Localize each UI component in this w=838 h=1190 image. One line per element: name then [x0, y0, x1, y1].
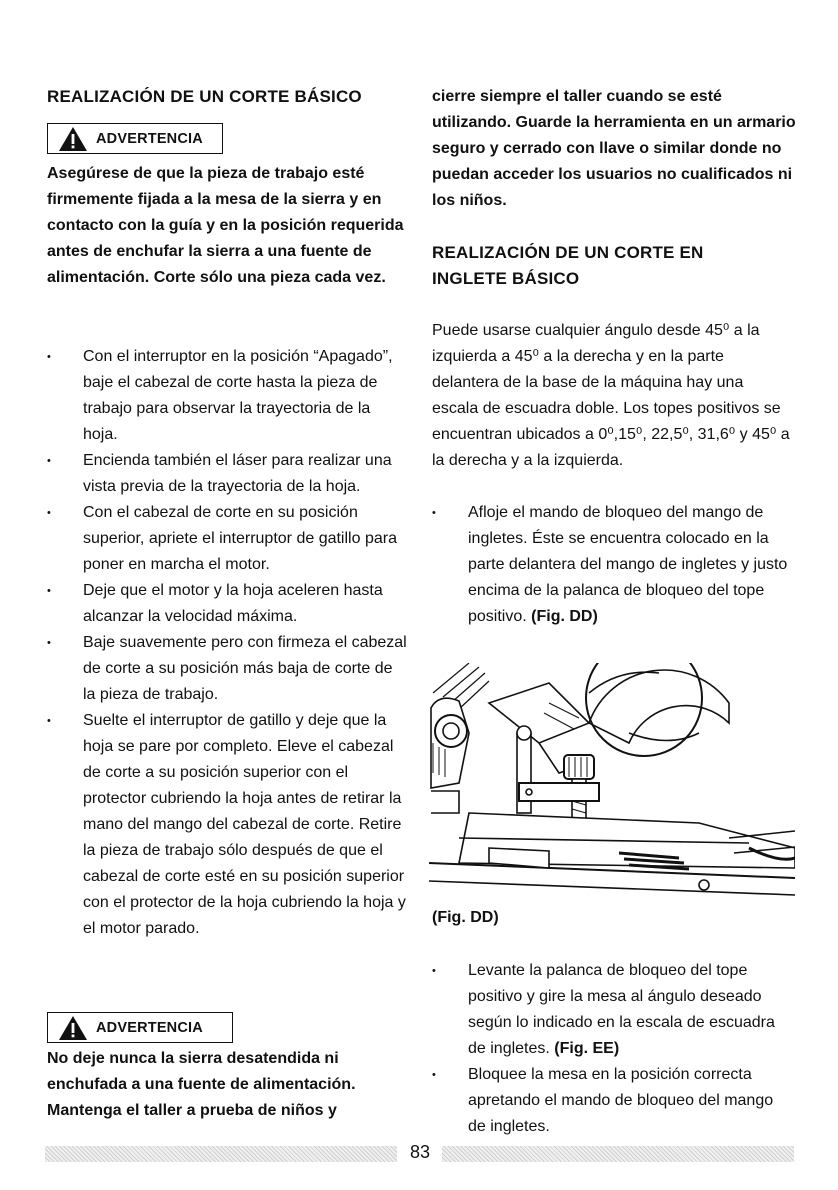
warning-label: ADVERTENCIA: [96, 130, 203, 147]
warning-text-2-continued: cierre siempre el taller cuando se esté utilizando. Guarde la herramienta en un armario seguro y cerrado con llave o similar donde no puedan acceder los usuarios no cualificados ni los niños.: [432, 88, 796, 209]
warning-box-2: [47, 1012, 233, 1043]
warning-triangle-icon: [58, 1015, 88, 1041]
miter-steps-2: [432, 958, 794, 1140]
basic-cut-steps: [47, 344, 409, 942]
footer-decor-right: [442, 1146, 794, 1162]
warning-triangle-icon: [58, 126, 88, 152]
section-heading-miter-cut: [432, 240, 704, 292]
section-heading-basic-cut: REALIZACIÓN DE UN CORTE BÁSICO: [47, 87, 362, 106]
miter-intro-paragraph: Puede usarse cualquier ángulo desde 45⁰ a la izquierda a 45⁰ a la derecha y en la parte delantera de la base de la máquina hay una escala de escuadra doble. Los topes positivos se encuentran ubicados a 0⁰,15⁰, 22,5⁰, 31,6⁰ y 45⁰ a la derecha y a la izquierda.: [432, 322, 790, 469]
warning-label: ADVERTENCIA: [96, 1019, 203, 1036]
list-item: • Baje suavemente pero con firmeza el cabezal de corte a su posición más baja de corte de la pieza de trabajo.: [47, 630, 409, 708]
heading-line: INGLETE BÁSICO: [432, 269, 580, 288]
figure-caption: (Fig. DD): [432, 909, 499, 926]
list-item: • Bloquee la mesa en la posición correcta apretando el mando de bloqueo del mango de ingletes.: [432, 1062, 794, 1140]
list-item: • Suelte el interruptor de gatillo y deje que la hoja se pare por completo. Eleve el cabezal de corte a su posición superior con el protector cubriendo la hoja antes de retirar la mano del mango del cabezal de corte. Retire la pieza de trabajo sólo después de que el cabezal de corte esté en su posición superior con el protector de la hoja cubriendo la hoja y el motor parado.: [47, 708, 409, 942]
list-item-text: Afloje el mando de bloqueo del mango de ingletes. Éste se encuentra colocado en la parte delantera del mango de ingletes y justo encima de la palanca de bloqueo del tope positivo.: [468, 504, 788, 625]
list-item: [432, 958, 794, 1062]
list-item: • Con el cabezal de corte en su posición superior, apriete el interruptor de gatillo para poner en marcha el motor.: [47, 500, 409, 578]
list-item: • Encienda también el láser para realizar una vista previa de la trayectoria de la hoja.: [47, 448, 409, 500]
miter-steps-1: [432, 500, 794, 630]
figure-dd-miter-saw-illustration: [429, 663, 795, 898]
footer-decor-left: [45, 1146, 397, 1162]
warning-text-2: No deje nunca la sierra desatendida ni enchufada a una fuente de alimentación. Mantenga el taller a prueba de niños y: [47, 1050, 356, 1119]
list-item: [432, 500, 794, 630]
warning-text-1: Asegúrese de que la pieza de trabajo esté firmemente fijada a la mesa de la sierra y en contacto con la guía y en la posición requerida antes de enchufar la sierra a una fuente de alimentación. Corte sólo una pieza cada vez.: [47, 165, 404, 286]
list-item: • Con el interruptor en la posición “Apagado”, baje el cabezal de corte hasta la pieza de trabajo para observar la trayectoria de la hoja.: [47, 344, 409, 448]
figure-reference: (Fig. DD): [531, 608, 598, 625]
list-item: • Deje que el motor y la hoja aceleren hasta alcanzar la velocidad máxima.: [47, 578, 409, 630]
list-item-text: Levante la palanca de bloqueo del tope positivo y gire la mesa al ángulo deseado según lo indicado en la escala de escuadra de ingletes.: [468, 962, 775, 1057]
heading-line: REALIZACIÓN DE UN CORTE EN: [432, 243, 704, 262]
page-number: 83: [409, 1142, 431, 1162]
warning-box-1: [47, 123, 223, 154]
figure-reference: (Fig. EE): [554, 1040, 620, 1057]
